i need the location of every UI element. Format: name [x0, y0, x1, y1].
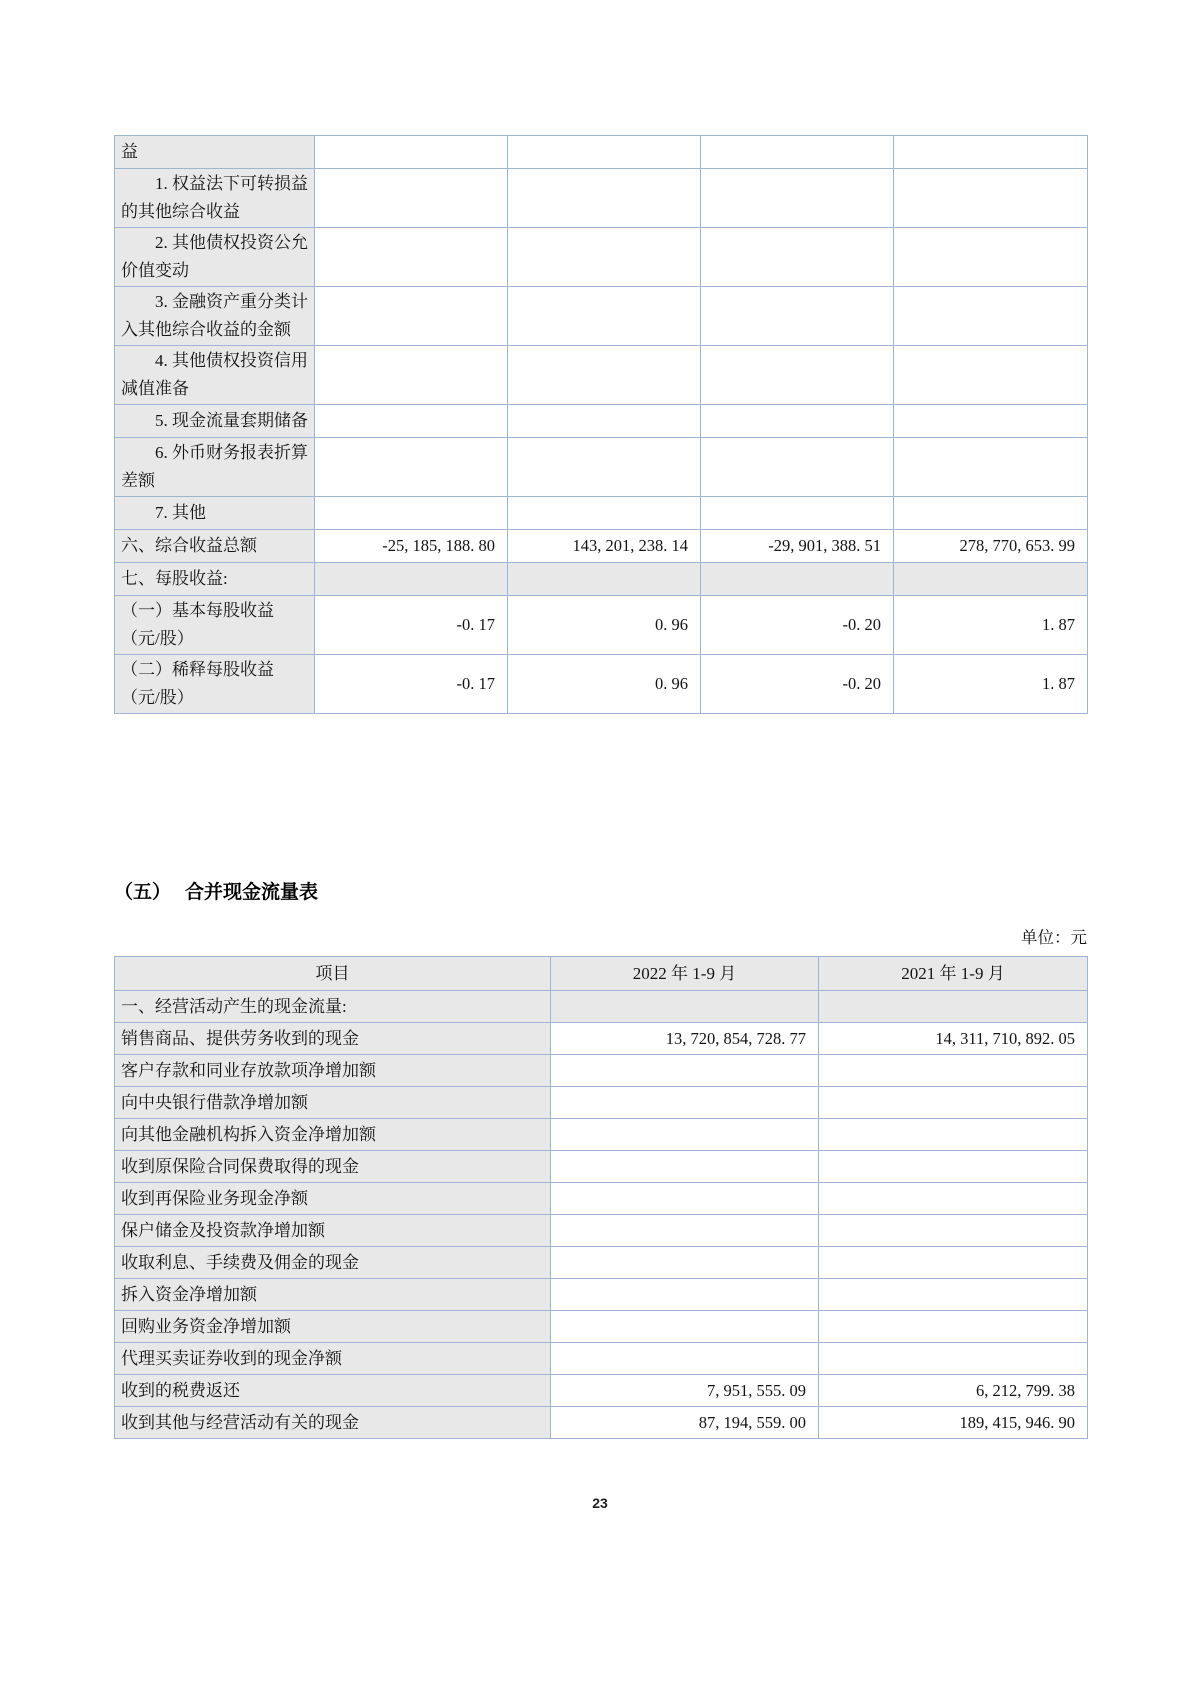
table-row — [115, 1119, 1088, 1151]
value-cell — [894, 169, 1088, 228]
top-margin — [114, 0, 1087, 135]
table-row-basic-eps — [115, 596, 1088, 655]
table-row — [115, 287, 1088, 346]
table-row — [115, 405, 1088, 438]
value-cell — [894, 563, 1088, 596]
cash-flow-table — [114, 956, 1088, 1439]
table-row-eps-section — [115, 563, 1088, 596]
table-row — [115, 136, 1088, 169]
value-cell — [819, 1119, 1088, 1151]
value-cell — [315, 497, 508, 530]
table-row — [115, 1215, 1088, 1247]
value-cell — [819, 1343, 1088, 1375]
row-label: 收到原保险合同保费取得的现金 — [115, 1151, 551, 1183]
table-row — [115, 228, 1088, 287]
row-label: 7. 其他 — [115, 497, 315, 530]
row-label: 2. 其他债权投资公允价值变动 — [115, 228, 315, 287]
value-cell — [701, 228, 894, 287]
value-cell — [508, 405, 701, 438]
value-cell: 1. 87 — [894, 596, 1088, 655]
value-cell — [819, 991, 1088, 1023]
value-cell — [819, 1311, 1088, 1343]
value-cell — [315, 405, 508, 438]
row-label: 代理买卖证券收到的现金净额 — [115, 1343, 551, 1375]
table-row — [115, 1311, 1088, 1343]
value-cell: 0. 96 — [508, 596, 701, 655]
value-cell — [894, 405, 1088, 438]
table-row — [115, 169, 1088, 228]
value-cell — [508, 438, 701, 497]
comprehensive-income-table — [114, 135, 1088, 714]
row-label: 向其他金融机构拆入资金净增加额 — [115, 1119, 551, 1151]
value-cell: 87, 194, 559. 00 — [551, 1407, 819, 1439]
value-cell — [701, 136, 894, 169]
section-title: 合并现金流量表 — [185, 882, 319, 903]
value-cell — [551, 1055, 819, 1087]
value-cell: 14, 311, 710, 892. 05 — [819, 1023, 1088, 1055]
value-cell — [819, 1183, 1088, 1215]
value-cell — [894, 346, 1088, 405]
table-row — [115, 497, 1088, 530]
value-cell: -0. 17 — [315, 596, 508, 655]
row-label: 收到再保险业务现金净额 — [115, 1183, 551, 1215]
row-label: （二）稀释每股收益（元/股） — [115, 655, 315, 714]
value-cell: -0. 20 — [701, 655, 894, 714]
value-cell — [819, 1087, 1088, 1119]
row-label: 1. 权益法下可转损益的其他综合收益 — [115, 169, 315, 228]
row-label: （一）基本每股收益（元/股） — [115, 596, 315, 655]
value-cell — [701, 563, 894, 596]
value-cell — [508, 287, 701, 346]
document-page — [114, 0, 1087, 1439]
value-cell — [508, 136, 701, 169]
table-row — [115, 1279, 1088, 1311]
value-cell — [819, 1247, 1088, 1279]
value-cell: 143, 201, 238. 14 — [508, 530, 701, 563]
table-row-diluted-eps — [115, 655, 1088, 714]
value-cell — [315, 563, 508, 596]
value-cell — [819, 1151, 1088, 1183]
value-cell — [315, 287, 508, 346]
value-cell: 1. 87 — [894, 655, 1088, 714]
value-cell — [701, 405, 894, 438]
unit-note: 单位：元 — [1021, 928, 1087, 947]
value-cell — [551, 1087, 819, 1119]
row-label: 3. 金融资产重分类计入其他综合收益的金额 — [115, 287, 315, 346]
page-number: 23 — [592, 1495, 608, 1511]
value-cell — [551, 1279, 819, 1311]
value-cell — [894, 497, 1088, 530]
row-label: 六、综合收益总额 — [115, 530, 315, 563]
value-cell — [508, 228, 701, 287]
table-row — [115, 1407, 1088, 1439]
row-label: 保户储金及投资款净增加额 — [115, 1215, 551, 1247]
row-label: 收到的税费返还 — [115, 1375, 551, 1407]
value-cell: 6, 212, 799. 38 — [819, 1375, 1088, 1407]
row-label: 一、经营活动产生的现金流量: — [115, 991, 551, 1023]
row-label: 拆入资金净增加额 — [115, 1279, 551, 1311]
row-label: 6. 外币财务报表折算差额 — [115, 438, 315, 497]
value-cell — [315, 136, 508, 169]
table-row — [115, 1343, 1088, 1375]
value-cell: 7, 951, 555. 09 — [551, 1375, 819, 1407]
value-cell — [701, 287, 894, 346]
row-label: 5. 现金流量套期储备 — [115, 405, 315, 438]
section-index: （五） — [114, 882, 172, 903]
value-cell — [508, 497, 701, 530]
column-header-2022: 2022 年 1-9 月 — [551, 957, 819, 991]
value-cell — [701, 438, 894, 497]
table-row — [115, 1151, 1088, 1183]
value-cell — [551, 1183, 819, 1215]
row-label: 回购业务资金净增加额 — [115, 1311, 551, 1343]
value-cell — [315, 438, 508, 497]
row-label: 益 — [115, 136, 315, 169]
value-cell — [551, 1151, 819, 1183]
table-row-operating-activities-section — [115, 991, 1088, 1023]
row-label: 销售商品、提供劳务收到的现金 — [115, 1023, 551, 1055]
column-header-2021: 2021 年 1-9 月 — [819, 957, 1088, 991]
value-cell — [819, 1279, 1088, 1311]
value-cell — [701, 346, 894, 405]
table-row — [115, 1375, 1088, 1407]
table-row-total-comprehensive-income — [115, 530, 1088, 563]
value-cell — [894, 228, 1088, 287]
value-cell — [508, 169, 701, 228]
value-cell — [551, 1247, 819, 1279]
value-cell — [819, 1055, 1088, 1087]
table-row — [115, 346, 1088, 405]
column-header-item: 项目 — [115, 957, 551, 991]
value-cell — [508, 346, 701, 405]
value-cell — [315, 228, 508, 287]
section-heading — [114, 877, 1087, 904]
value-cell — [894, 287, 1088, 346]
value-cell: 189, 415, 946. 90 — [819, 1407, 1088, 1439]
value-cell — [701, 169, 894, 228]
value-cell — [551, 1311, 819, 1343]
row-label: 收取利息、手续费及佣金的现金 — [115, 1247, 551, 1279]
value-cell: 278, 770, 653. 99 — [894, 530, 1088, 563]
value-cell — [315, 346, 508, 405]
row-label: 4. 其他债权投资信用减值准备 — [115, 346, 315, 405]
value-cell — [894, 438, 1088, 497]
table-row — [115, 438, 1088, 497]
value-cell: -25, 185, 188. 80 — [315, 530, 508, 563]
value-cell — [819, 1215, 1088, 1247]
value-cell — [701, 497, 894, 530]
table-row — [115, 1247, 1088, 1279]
value-cell — [551, 1215, 819, 1247]
value-cell — [551, 1119, 819, 1151]
row-label: 收到其他与经营活动有关的现金 — [115, 1407, 551, 1439]
value-cell — [551, 1343, 819, 1375]
value-cell: -29, 901, 388. 51 — [701, 530, 894, 563]
table-row — [115, 1055, 1088, 1087]
value-cell — [508, 563, 701, 596]
table-header-row — [115, 957, 1088, 991]
row-label: 向中央银行借款净增加额 — [115, 1087, 551, 1119]
table-row — [115, 1183, 1088, 1215]
value-cell — [894, 136, 1088, 169]
row-label: 七、每股收益: — [115, 563, 315, 596]
table-row — [115, 1087, 1088, 1119]
value-cell — [315, 169, 508, 228]
table-row — [115, 1023, 1088, 1055]
value-cell: 13, 720, 854, 728. 77 — [551, 1023, 819, 1055]
value-cell: 0. 96 — [508, 655, 701, 714]
row-label: 客户存款和同业存放款项净增加额 — [115, 1055, 551, 1087]
value-cell — [551, 991, 819, 1023]
value-cell: -0. 20 — [701, 596, 894, 655]
value-cell: -0. 17 — [315, 655, 508, 714]
